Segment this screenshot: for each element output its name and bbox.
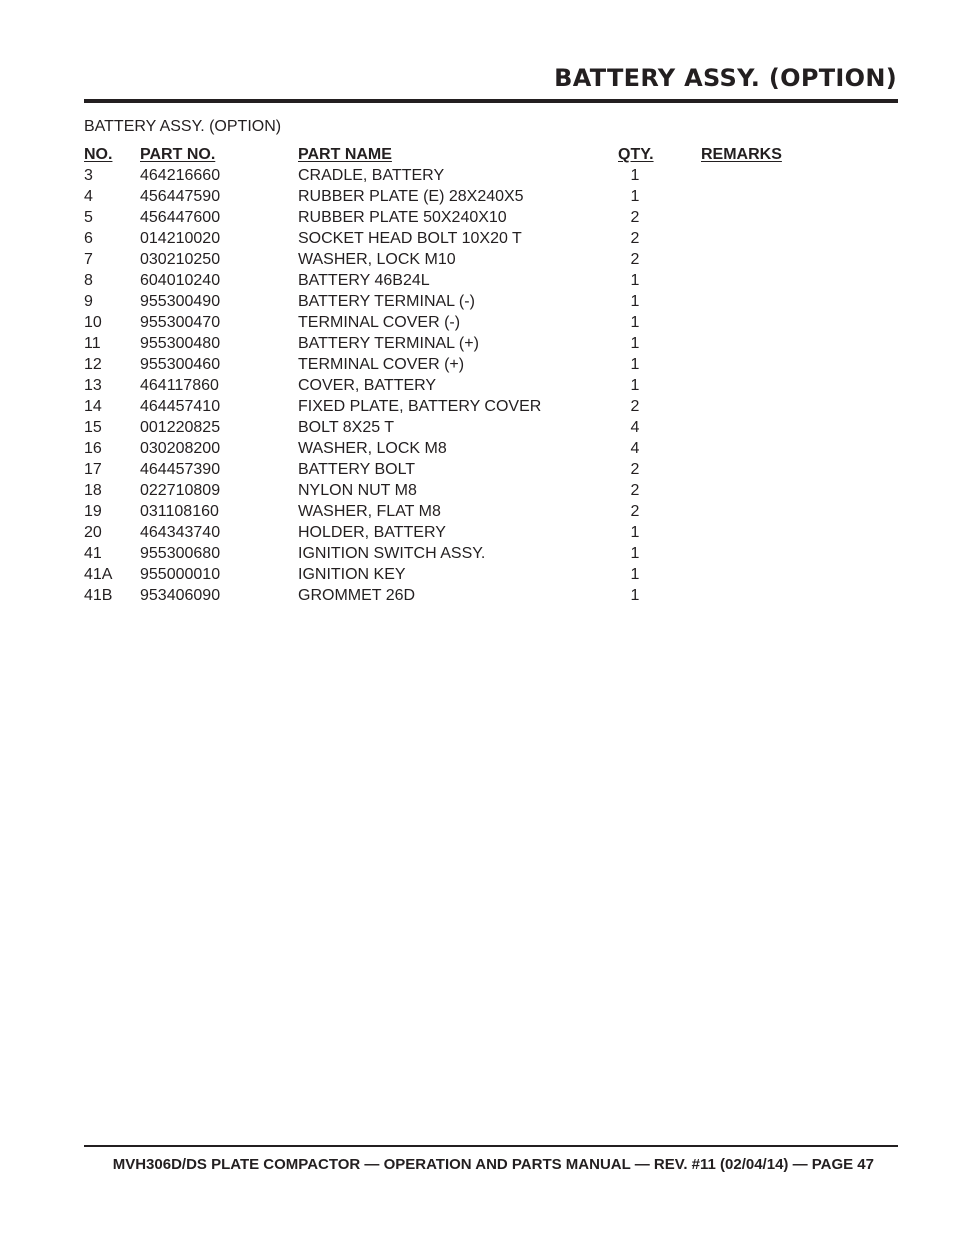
- cell-part-no: 955300460: [140, 356, 221, 373]
- page-title: BATTERY ASSY. (OPTION): [554, 64, 897, 92]
- section-label: BATTERY ASSY. (OPTION): [84, 118, 282, 135]
- cell-qty: 2: [630, 251, 640, 268]
- table-row: [84, 165, 804, 186]
- cell-part-no: 031108160: [140, 503, 219, 520]
- cell-no: 17: [84, 461, 102, 478]
- cell-part-name: RUBBER PLATE 50X240X10: [298, 209, 507, 226]
- cell-part-name: WASHER, LOCK M10: [298, 251, 456, 268]
- table-row: [84, 501, 804, 522]
- table-row: [84, 564, 804, 585]
- cell-no: 13: [84, 377, 102, 394]
- cell-qty: 1: [630, 188, 640, 205]
- cell-qty: 2: [630, 482, 640, 499]
- cell-qty: 2: [630, 503, 640, 520]
- cell-part-no: 464457390: [140, 461, 221, 478]
- cell-no: 7: [84, 251, 93, 268]
- cell-part-no: 953406090: [140, 587, 221, 604]
- cell-part-name: COVER, BATTERY: [298, 377, 437, 394]
- cell-qty: 1: [630, 356, 640, 373]
- table-row: [84, 459, 804, 480]
- cell-no: 11: [84, 335, 101, 352]
- cell-part-no: 955300680: [140, 545, 221, 562]
- cell-qty: 1: [630, 272, 640, 289]
- header-divider: [84, 99, 898, 103]
- cell-qty: 2: [630, 230, 640, 247]
- cell-part-name: WASHER, FLAT M8: [298, 503, 441, 520]
- cell-part-name: CRADLE, BATTERY: [298, 167, 445, 184]
- table-header-row: [84, 144, 804, 165]
- table-row: [84, 249, 804, 270]
- cell-part-name: WASHER, LOCK M8: [298, 440, 447, 457]
- table-row: [84, 522, 804, 543]
- cell-qty: 1: [630, 545, 640, 562]
- cell-part-no: 030210250: [140, 251, 221, 268]
- cell-part-name: BATTERY TERMINAL (+): [298, 335, 479, 352]
- cell-part-name: RUBBER PLATE (E) 28X240X5: [298, 188, 524, 205]
- table-body: [84, 165, 804, 606]
- cell-qty: 1: [630, 167, 640, 184]
- table-row: [84, 291, 804, 312]
- cell-no: 10: [84, 314, 102, 331]
- cell-qty: 2: [630, 398, 640, 415]
- cell-part-name: BATTERY TERMINAL (-): [298, 293, 475, 310]
- cell-part-no: 001220825: [140, 419, 221, 436]
- cell-part-name: BATTERY 46B24L: [298, 272, 430, 289]
- cell-no: 19: [84, 503, 102, 520]
- cell-part-no: 014210020: [140, 230, 221, 247]
- table-row: [84, 543, 804, 564]
- cell-part-name: HOLDER, BATTERY: [298, 524, 446, 541]
- cell-qty: 1: [630, 293, 640, 310]
- column-header-qty: QTY.: [618, 146, 654, 163]
- cell-part-name: BOLT 8X25 T: [298, 419, 395, 436]
- cell-qty: 1: [630, 524, 640, 541]
- cell-qty: 1: [630, 587, 640, 604]
- cell-part-no: 464343740: [140, 524, 221, 541]
- cell-qty: 4: [630, 419, 640, 436]
- cell-no: 8: [84, 272, 93, 289]
- cell-part-name: GROMMET 26D: [298, 587, 416, 604]
- table-row: [84, 207, 804, 228]
- cell-qty: 4: [630, 440, 640, 457]
- cell-no: 41B: [84, 587, 113, 604]
- cell-part-name: IGNITION SWITCH ASSY.: [298, 545, 486, 562]
- cell-part-name: TERMINAL COVER (+): [298, 356, 465, 373]
- cell-no: 14: [84, 398, 102, 415]
- cell-qty: 1: [630, 566, 640, 583]
- cell-qty: 1: [630, 314, 640, 331]
- cell-qty: 2: [630, 209, 640, 226]
- column-header-part-no: PART NO.: [140, 146, 216, 163]
- cell-no: 20: [84, 524, 102, 541]
- cell-no: 3: [84, 167, 93, 184]
- table-row: [84, 333, 804, 354]
- column-header-no: NO.: [84, 146, 113, 163]
- table-row: [84, 396, 804, 417]
- cell-part-no: 955300470: [140, 314, 221, 331]
- cell-part-no: 022710809: [140, 482, 221, 499]
- cell-no: 41A: [84, 566, 113, 583]
- cell-part-no: 955300480: [140, 335, 221, 352]
- column-header-part-name: PART NAME: [298, 146, 392, 163]
- cell-qty: 1: [630, 335, 640, 352]
- table-row: [84, 417, 804, 438]
- cell-part-name: SOCKET HEAD BOLT 10X20 T: [298, 230, 522, 247]
- cell-part-no: 955000010: [140, 566, 221, 583]
- cell-no: 12: [84, 356, 102, 373]
- table-row: [84, 585, 804, 606]
- table-row: [84, 228, 804, 249]
- parts-table: [84, 144, 804, 606]
- cell-part-no: 604010240: [140, 272, 221, 289]
- cell-part-name: BATTERY BOLT: [298, 461, 416, 478]
- footer-divider: [84, 1145, 898, 1147]
- cell-part-no: 464457410: [140, 398, 221, 415]
- cell-no: 18: [84, 482, 102, 499]
- cell-part-no: 030208200: [140, 440, 221, 457]
- cell-part-no: 955300490: [140, 293, 221, 310]
- table-row: [84, 186, 804, 207]
- table-row: [84, 270, 804, 291]
- cell-no: 4: [84, 188, 93, 205]
- cell-qty: 2: [630, 461, 640, 478]
- cell-part-no: 456447590: [140, 188, 221, 205]
- cell-part-name: IGNITION KEY: [298, 566, 406, 583]
- cell-part-no: 464117860: [140, 377, 219, 394]
- cell-no: 15: [84, 419, 102, 436]
- column-header-remarks: REMARKS: [701, 146, 782, 163]
- cell-no: 6: [84, 230, 93, 247]
- cell-part-no: 464216660: [140, 167, 221, 184]
- cell-no: 41: [84, 545, 102, 562]
- cell-no: 9: [84, 293, 93, 310]
- cell-qty: 1: [630, 377, 640, 394]
- page-footer: MVH306D/DS PLATE COMPACTOR — OPERATION AND PARTS MANUAL — REV. #11 (02/04/14) — PAGE 47: [112, 1156, 874, 1173]
- table-row: [84, 375, 804, 396]
- table-row: [84, 354, 804, 375]
- cell-no: 16: [84, 440, 102, 457]
- cell-part-no: 456447600: [140, 209, 221, 226]
- cell-part-name: TERMINAL COVER (-): [298, 314, 461, 331]
- table-row: [84, 312, 804, 333]
- table-row: [84, 480, 804, 501]
- cell-part-name: NYLON NUT M8: [298, 482, 417, 499]
- cell-no: 5: [84, 209, 93, 226]
- table-row: [84, 438, 804, 459]
- cell-part-name: FIXED PLATE, BATTERY COVER: [298, 398, 542, 415]
